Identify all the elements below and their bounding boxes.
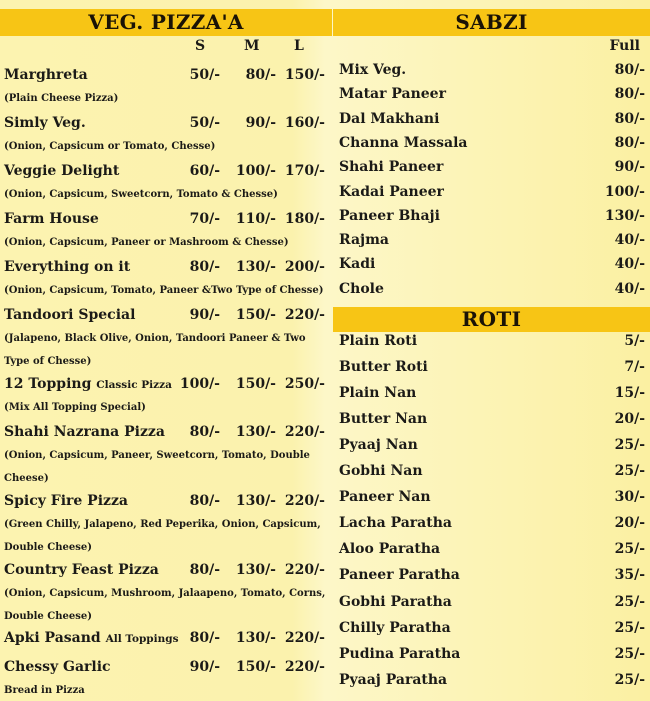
sabzi-name: Rajma bbox=[339, 232, 389, 249]
pizza-price-medium: 150/- bbox=[235, 376, 276, 392]
pizza-price-medium: 150/- bbox=[235, 659, 276, 675]
roti-item bbox=[339, 672, 645, 694]
roti-name: Paneer Nan bbox=[339, 489, 431, 506]
pizza-price-large: 220/- bbox=[284, 659, 325, 675]
sabzi-name: Paneer Bhaji bbox=[339, 207, 440, 224]
pizza-description: (Onion, Capsicum or Tomato, Chesse) bbox=[4, 141, 216, 152]
sabzi-name: Chole bbox=[339, 280, 384, 297]
roti-item bbox=[339, 411, 645, 433]
pizza-price-large: 220/- bbox=[284, 630, 325, 646]
pizza-description: (Onion, Capsicum, Mushroom, Jalaapeno, Tomato, Corns, bbox=[4, 588, 326, 599]
roti-name: Pudina Paratha bbox=[339, 645, 461, 662]
roti-price: 5/- bbox=[624, 333, 645, 349]
pizza-price-large: 180/- bbox=[284, 211, 325, 227]
roti-name: Plain Roti bbox=[339, 333, 418, 349]
roti-price: 25/- bbox=[614, 619, 645, 636]
sabzi-price: 80/- bbox=[614, 134, 645, 151]
sabzi-price: 40/- bbox=[614, 280, 645, 297]
pizza-name-text: 12 Topping bbox=[4, 376, 92, 392]
pizza-price-small: 80/- bbox=[189, 493, 220, 509]
pizza-price-small: 60/- bbox=[189, 163, 220, 179]
roti-item bbox=[339, 541, 645, 563]
pizza-price-large: 220/- bbox=[284, 307, 325, 323]
sabzi-item bbox=[339, 232, 645, 254]
roti-name: Lacha Paratha bbox=[339, 515, 452, 532]
pizza-subtitle: Classic Pizza bbox=[96, 379, 172, 391]
roti-item bbox=[339, 359, 645, 381]
pizza-price-small: 50/- bbox=[189, 115, 220, 131]
pizza-name-text: Spicy Fire Pizza bbox=[4, 493, 128, 509]
roti-item bbox=[339, 515, 645, 537]
pizza-name-text: Country Feast Pizza bbox=[4, 562, 159, 578]
roti-name: Butter Roti bbox=[339, 359, 428, 376]
pizza-description: (Onion, Capsicum, Sweetcorn, Tomato & Chesse) bbox=[4, 189, 278, 200]
sabzi-price: 80/- bbox=[614, 86, 645, 103]
pizza-price-medium: 100/- bbox=[235, 163, 276, 179]
veg-pizza-title: VEG. PIZZA'A bbox=[0, 9, 332, 36]
pizza-price-medium: 130/- bbox=[235, 424, 276, 440]
sabzi-price: 80/- bbox=[614, 110, 645, 127]
roti-price: 20/- bbox=[614, 411, 645, 428]
sabzi-price: 40/- bbox=[614, 256, 645, 273]
pizza-description: (Green Chilly, Jalapeno, Red Peperika, Onion, Capsicum, bbox=[4, 519, 321, 530]
pizza-price-large: 200/- bbox=[284, 259, 325, 275]
pizza-description: Bread in Pizza bbox=[4, 685, 85, 696]
roti-item bbox=[339, 620, 645, 642]
pizza-description: (Plain Cheese Pizza) bbox=[4, 93, 119, 104]
pizza-name-text: Everything on it bbox=[4, 259, 131, 275]
pizza-name-text: Farm House bbox=[4, 211, 99, 227]
pizza-price-small: 100/- bbox=[179, 376, 220, 392]
roti-price: 35/- bbox=[614, 567, 645, 584]
pizza-price-small: 90/- bbox=[189, 659, 220, 675]
pizza-price-medium: 150/- bbox=[235, 307, 276, 323]
right-column bbox=[333, 0, 650, 700]
pizza-price-medium: 110/- bbox=[235, 211, 276, 227]
pizza-description: Double Cheese) bbox=[4, 542, 92, 553]
sabzi-name: Shahi Paneer bbox=[339, 159, 444, 176]
sabzi-name: Kadai Paneer bbox=[339, 183, 444, 200]
pizza-name-text: Apki Pasand bbox=[4, 630, 101, 646]
pizza-name bbox=[4, 562, 159, 578]
pizza-price-small: 50/- bbox=[189, 67, 220, 83]
roti-price: 25/- bbox=[614, 541, 645, 558]
roti-price: 25/- bbox=[614, 645, 645, 662]
pizza-description: (Mix All Topping Special) bbox=[4, 402, 146, 413]
pizza-price-medium: 130/- bbox=[235, 630, 276, 646]
roti-name: Plain Nan bbox=[339, 385, 417, 402]
pizza-name bbox=[4, 259, 130, 275]
pizza-price-medium: 130/- bbox=[235, 493, 276, 509]
sabzi-name: Matar Paneer bbox=[339, 86, 446, 103]
sabzi-name: Dal Makhani bbox=[339, 110, 440, 127]
roti-item bbox=[339, 646, 645, 668]
pizza-price-large: 170/- bbox=[284, 163, 325, 179]
roti-price: 25/- bbox=[614, 437, 645, 454]
roti-item bbox=[339, 385, 645, 407]
pizza-name bbox=[4, 67, 88, 83]
sabzi-price: 80/- bbox=[614, 62, 645, 78]
sabzi-name: Mix Veg. bbox=[339, 62, 407, 78]
sabzi-title: SABZI bbox=[333, 9, 650, 36]
pizza-description: (Jalapeno, Black Olive, Onion, Tandoori Paneer & Two bbox=[4, 333, 306, 344]
sabzi-item bbox=[339, 184, 645, 206]
sabzi-item bbox=[339, 111, 645, 133]
pizza-subtitle: All Toppings bbox=[105, 633, 179, 645]
pizza-description: Cheese) bbox=[4, 473, 49, 484]
pizza-price-large: 220/- bbox=[284, 493, 325, 509]
roti-price: 25/- bbox=[614, 463, 645, 480]
pizza-name-text: Marghreta bbox=[4, 67, 88, 83]
sabzi-item bbox=[339, 256, 645, 278]
sabzi-name: Channa Massala bbox=[339, 134, 468, 151]
size-small-header: S bbox=[195, 38, 206, 54]
pizza-price-medium: 80/- bbox=[245, 67, 276, 83]
pizza-name-text: Simly Veg. bbox=[4, 115, 86, 131]
full-column-header: Full bbox=[609, 38, 640, 54]
pizza-description: (Onion, Capsicum, Tomato, Paneer &Two Type of Chesse) bbox=[4, 285, 324, 296]
sabzi-item bbox=[339, 86, 645, 108]
sabzi-price: 40/- bbox=[614, 232, 645, 249]
roti-name: Gobhi Nan bbox=[339, 463, 423, 480]
pizza-price-small: 80/- bbox=[189, 424, 220, 440]
pizza-name bbox=[4, 115, 86, 131]
pizza-name bbox=[4, 424, 165, 440]
roti-item bbox=[339, 489, 645, 511]
pizza-name-text: Chessy Garlic bbox=[4, 659, 111, 675]
roti-name: Butter Nan bbox=[339, 411, 428, 428]
sabzi-price: 130/- bbox=[604, 207, 645, 224]
sabzi-item bbox=[339, 62, 645, 84]
roti-item bbox=[339, 437, 645, 459]
pizza-name bbox=[4, 630, 179, 646]
pizza-name-text: Shahi Nazrana Pizza bbox=[4, 424, 165, 440]
pizza-name-text: Veggie Delight bbox=[4, 163, 120, 179]
pizza-price-medium: 130/- bbox=[235, 259, 276, 275]
pizza-name-text: Tandoori Special bbox=[4, 307, 136, 323]
sabzi-item bbox=[339, 159, 645, 181]
roti-name: Chilly Paratha bbox=[339, 619, 451, 636]
sabzi-name: Kadi bbox=[339, 256, 376, 273]
roti-price: 15/- bbox=[614, 385, 645, 402]
roti-price: 20/- bbox=[614, 515, 645, 532]
pizza-description: Double Cheese) bbox=[4, 611, 92, 622]
pizza-price-large: 150/- bbox=[284, 67, 325, 83]
roti-price: 30/- bbox=[614, 489, 645, 506]
pizza-price-large: 220/- bbox=[284, 562, 325, 578]
pizza-name bbox=[4, 211, 99, 227]
roti-name: Pyaaj Nan bbox=[339, 437, 418, 454]
pizza-name bbox=[4, 493, 128, 509]
pizza-description: (Onion, Capsicum, Paneer, Sweetcorn, Tomato, Double bbox=[4, 450, 310, 461]
sabzi-price: 100/- bbox=[604, 183, 645, 200]
pizza-name bbox=[4, 307, 135, 323]
pizza-price-large: 220/- bbox=[284, 424, 325, 440]
sabzi-item bbox=[339, 208, 645, 230]
roti-item bbox=[339, 463, 645, 485]
roti-price: 25/- bbox=[614, 593, 645, 610]
pizza-price-small: 90/- bbox=[189, 307, 220, 323]
sabzi-item bbox=[339, 135, 645, 157]
pizza-price-small: 80/- bbox=[189, 562, 220, 578]
pizza-price-small: 80/- bbox=[189, 259, 220, 275]
roti-price: 25/- bbox=[614, 671, 645, 688]
pizza-price-medium: 90/- bbox=[245, 115, 276, 131]
roti-title: ROTI bbox=[333, 307, 650, 332]
pizza-price-large: 160/- bbox=[284, 115, 325, 131]
roti-name: Paneer Paratha bbox=[339, 567, 460, 584]
pizza-price-large: 250/- bbox=[284, 376, 325, 392]
pizza-price-medium: 130/- bbox=[235, 562, 276, 578]
pizza-name bbox=[4, 376, 172, 392]
sabzi-price: 90/- bbox=[614, 159, 645, 176]
pizza-name bbox=[4, 659, 111, 675]
roti-item bbox=[339, 567, 645, 589]
roti-name: Gobhi Paratha bbox=[339, 593, 452, 610]
size-large-header: L bbox=[294, 38, 304, 54]
roti-item bbox=[339, 594, 645, 616]
roti-item bbox=[339, 333, 645, 355]
sabzi-item bbox=[339, 281, 645, 303]
pizza-description: Type of Chesse) bbox=[4, 356, 92, 367]
pizza-description: (Onion, Capsicum, Paneer or Mashroom & Chesse) bbox=[4, 237, 289, 248]
roti-name: Aloo Paratha bbox=[339, 541, 441, 558]
roti-name: Pyaaj Paratha bbox=[339, 671, 448, 688]
roti-price: 7/- bbox=[624, 359, 645, 376]
pizza-price-small: 70/- bbox=[189, 211, 220, 227]
pizza-price-small: 80/- bbox=[189, 630, 220, 646]
pizza-name bbox=[4, 163, 119, 179]
size-medium-header: M bbox=[244, 38, 260, 54]
